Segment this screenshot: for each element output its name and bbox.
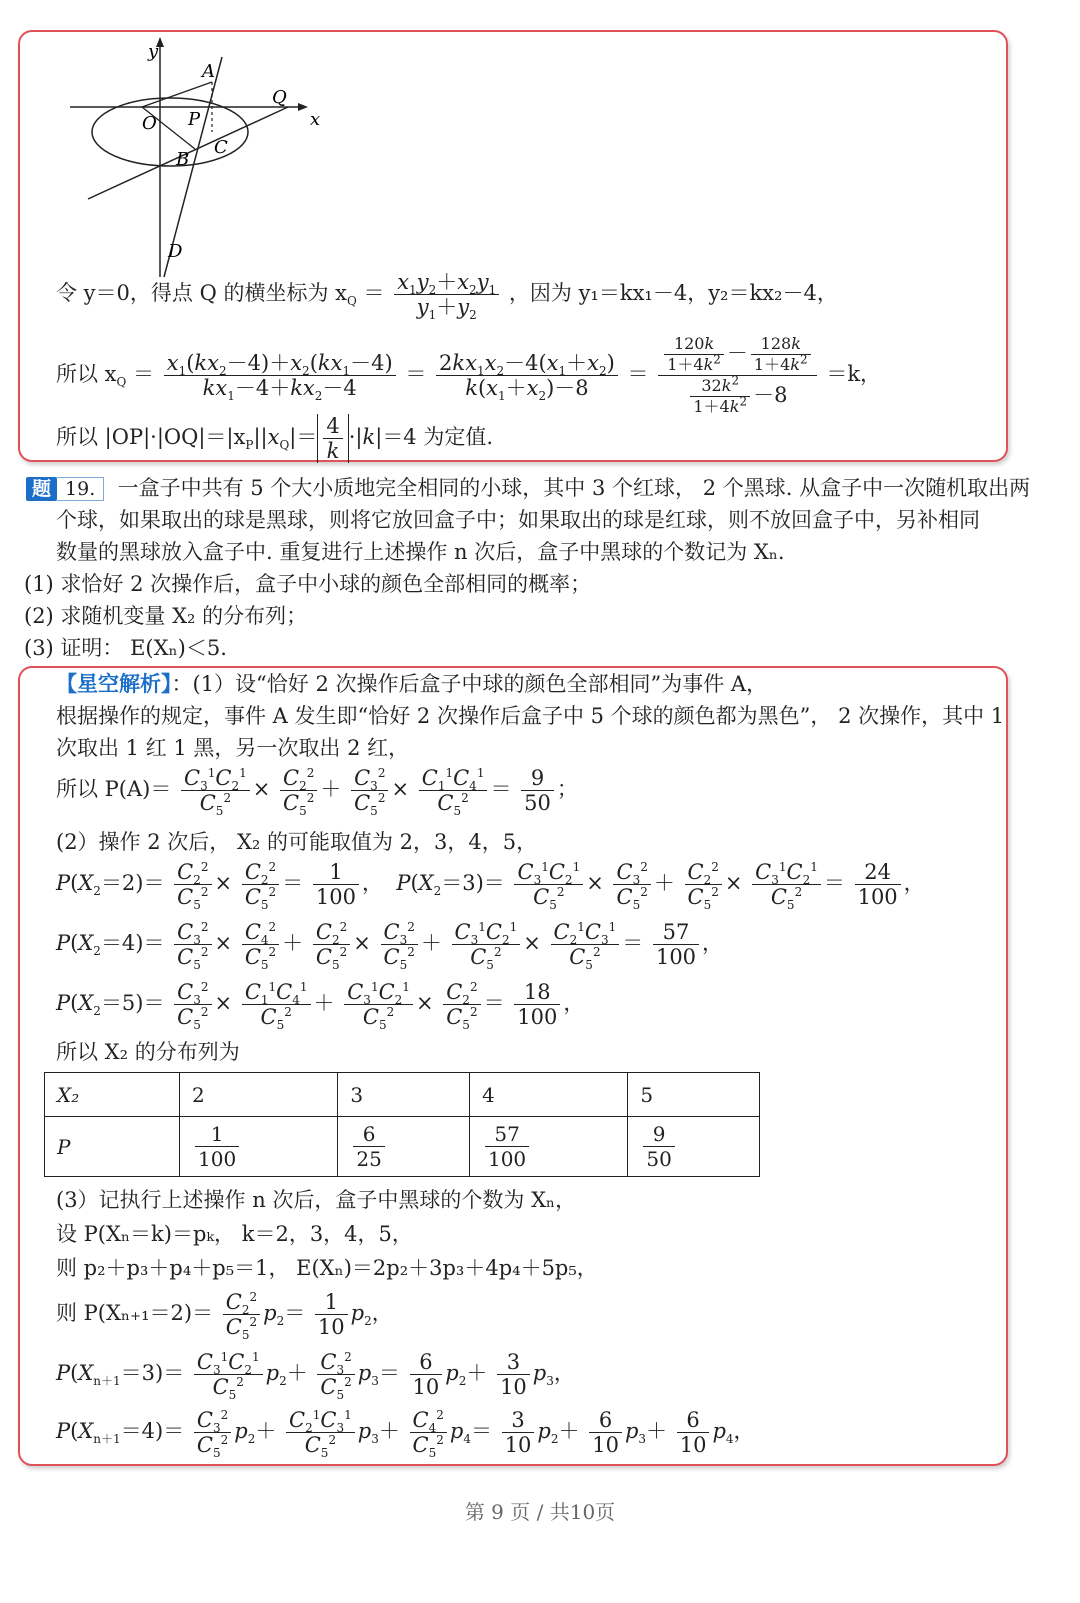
table-cell: $\frac{6}{25}$ bbox=[338, 1117, 470, 1177]
xq-compute-line: 所以 $x_Q$ ＝ $\frac{x_1(kx_2-4)+x_2(kx_1-4)}{kx_1-4+kx_2-4}$ ＝ $\frac{2kx_1x_2-4(x_1+x_2)}{k(x_1+x_2)-8}$ ＝ $\frac{120k}{1+4k^2}$ － $\frac{128k}{1+4k^2}$ $\frac{32k^2}{1+4k^2}$ －8 ＝k， bbox=[56, 334, 882, 416]
label-P: P bbox=[188, 109, 201, 130]
table-row bbox=[45, 1117, 760, 1177]
problem-line-3: 数量的黑球放入盒子中. 重复进行上述操作 n 次后，盒子中黑球的个数记为 Xₙ. bbox=[56, 540, 785, 564]
table-head-cell: 4 bbox=[469, 1073, 627, 1117]
proof-line-2: 设 P(Xₙ＝k)＝pₖ， k＝2，3，4，5， bbox=[56, 1222, 413, 1246]
const-line: 所以 $|OP|\cdot|OQ|=|x_P||x_Q|=$ $\frac{4}{k}$ ·|k|＝4 为定值. bbox=[56, 414, 494, 463]
table-head-cell: X₂ bbox=[45, 1073, 180, 1117]
question-1: (1) 求恰好 2 次操作后，盒子中小球的颜色全部相同的概率； bbox=[24, 572, 592, 596]
table-cell: $\frac{57}{100}$ bbox=[469, 1117, 627, 1177]
proof-line-1: (3）记执行上述操作 n 次后，盒子中黑球的个数为 Xₙ， bbox=[56, 1188, 577, 1212]
label-y: y bbox=[148, 41, 159, 62]
problem-tag: 题 bbox=[26, 477, 57, 501]
table-head-cell: 3 bbox=[338, 1073, 470, 1117]
table-label-cell: P bbox=[45, 1117, 180, 1177]
px2-5-line: $P(X_2=5)=$ $\frac{C_3^2}{C_5^2}$ × $\frac{C_1^1C_4^1}{C_5^2}$ ＋ $\frac{C_3^1C_2^1}{C_5^2}$ × $\frac{C_2^2}{C_5^2}$ ＝ $\frac{18}{100}$ ， bbox=[56, 980, 585, 1033]
pa-line: 所以 P(A)＝ $\frac{C_3^1C_2^1}{C_5^2}$ × $\frac{C_2^2}{C_5^2}$ ＋ $\frac{C_3^2}{C_5^2}$ × $\frac{C_1^1C_4^1}{C_5^2}$ ＝ $\frac{9}{50}$ ； bbox=[56, 766, 578, 819]
proof-line-4: 则 P(Xₙ₊₁＝2)＝ $\frac{C_2^2}{C_5^2}$ $p_2=$ $\frac{1}{10}$ $p_2$， bbox=[56, 1290, 393, 1343]
table-cell: $\frac{1}{100}$ bbox=[180, 1117, 338, 1177]
dist-intro: 所以 X₂ 的分布列为 bbox=[56, 1040, 240, 1064]
proof-line-6: $P(X_{n+1}=4)=$ $\frac{C_3^2}{C_5^2}$ $p_2+$ $\frac{C_2^1C_3^1}{C_5^2}$ $p_3+$ $\frac{C_4^2}{C_5^2}$ $p_4=$ $\frac{3}{10}$ $p_2+$ $\frac{6}{10}$ $p_3+$ $\frac{6}{10}$ $p_4$， bbox=[56, 1408, 755, 1461]
px2-4-line: $P(X_2=4)=$ $\frac{C_3^2}{C_5^2}$ × $\frac{C_4^2}{C_5^2}$ ＋ $\frac{C_2^2}{C_5^2}$ × $\frac{C_3^2}{C_5^2}$ ＋ $\frac{C_3^1C_2^1}{C_5^2}$ × $\frac{C_2^1C_3^1}{C_5^2}$ ＝ $\frac{57}{100}$ ， bbox=[56, 920, 724, 973]
solution-line-2: 根据操作的规定，事件 A 发生即“恰好 2 次操作后盒子中 5 个球的颜色都为黑色”， 2 次操作，其中 1 bbox=[56, 704, 1005, 728]
problem-number: 19. bbox=[57, 477, 104, 501]
label-B: B bbox=[176, 149, 190, 170]
label-x: x bbox=[310, 109, 321, 130]
solution-title: 【星空解析】 bbox=[56, 671, 172, 696]
question-2: (2) 求随机变量 X₂ 的分布列； bbox=[24, 604, 308, 628]
solution-box bbox=[18, 666, 1008, 1466]
label-A: A bbox=[202, 61, 215, 82]
page-footer: 第 9 页 / 共10页 bbox=[464, 1500, 616, 1524]
label-D: D bbox=[168, 241, 183, 262]
table-cell: $\frac{9}{50}$ bbox=[628, 1117, 760, 1177]
proof-line-5: $P(X_{n+1}=3)=$ $\frac{C_3^1C_2^1}{C_5^2}$ $p_2+$ $\frac{C_3^2}{C_5^2}$ $p_3=$ $\frac{6}{10}$ $p_2+$ $\frac{3}{10}$ $p_3$， bbox=[56, 1350, 575, 1403]
proof-line-3: 则 p₂＋p₃＋p₄＋p₅＝1， E(Xₙ)＝2p₂＋3p₃＋4p₄＋5p₅， bbox=[56, 1256, 598, 1280]
distribution-table bbox=[44, 1072, 760, 1177]
px2-3-line: $P(X_2=2)=$ $\frac{C_2^2}{C_5^2}$ × $\frac{C_2^2}{C_5^2}$ ＝ $\frac{1}{100}$ ， $P(X_2=3)=$ $\frac{C_3^1C_2^1}{C_5^2}$ × $\frac{C_3^2}{C_5^2}$ ＋ $\frac{C_2^2}{C_5^2}$ × $\frac{C_3^1C_2^1}{C_5^2}$ ＝ $\frac{24}{100}$ ， bbox=[56, 860, 925, 913]
solution-line-1: 【星空解析】：(1）设“恰好 2 次操作后盒子中球的颜色全部相同”为事件 A， bbox=[56, 671, 768, 696]
label-Q: Q bbox=[272, 87, 287, 108]
xq-line: 令 y＝0，得点 Q 的横坐标为 $x_Q$ ＝ $\frac{x_1y_2+x_2y_1}{y_1+y_2}$ ，因为 y₁＝kx₁－4，y₂＝kx₂－4， bbox=[56, 270, 838, 323]
problem-line-1: 题 19. 一盒子中共有 5 个大小质地完全相同的小球，其中 3 个红球， 2 个黑球. 从盒子中一次随机取出两 bbox=[26, 474, 1030, 502]
solution-line-3: 次取出 1 红 1 黑，另一次取出 2 红， bbox=[56, 736, 410, 760]
table-row bbox=[45, 1073, 760, 1117]
problem-line-2: 个球，如果取出的球是黑球，则将它放回盒子中；如果取出的球是红球，则不放回盒子中，另补相同 bbox=[56, 508, 980, 532]
question-3: (3) 证明： E(Xₙ)＜5. bbox=[24, 636, 227, 660]
table-head-cell: 2 bbox=[180, 1073, 338, 1117]
ellipse-figure bbox=[60, 37, 360, 282]
prev-solution-box bbox=[18, 30, 1008, 462]
solution-line-5: (2）操作 2 次后， X₂ 的可能取值为 2，3，4，5， bbox=[56, 830, 538, 854]
table-head-cell: 5 bbox=[628, 1073, 760, 1117]
label-C: C bbox=[214, 137, 228, 158]
label-O: O bbox=[142, 113, 157, 134]
